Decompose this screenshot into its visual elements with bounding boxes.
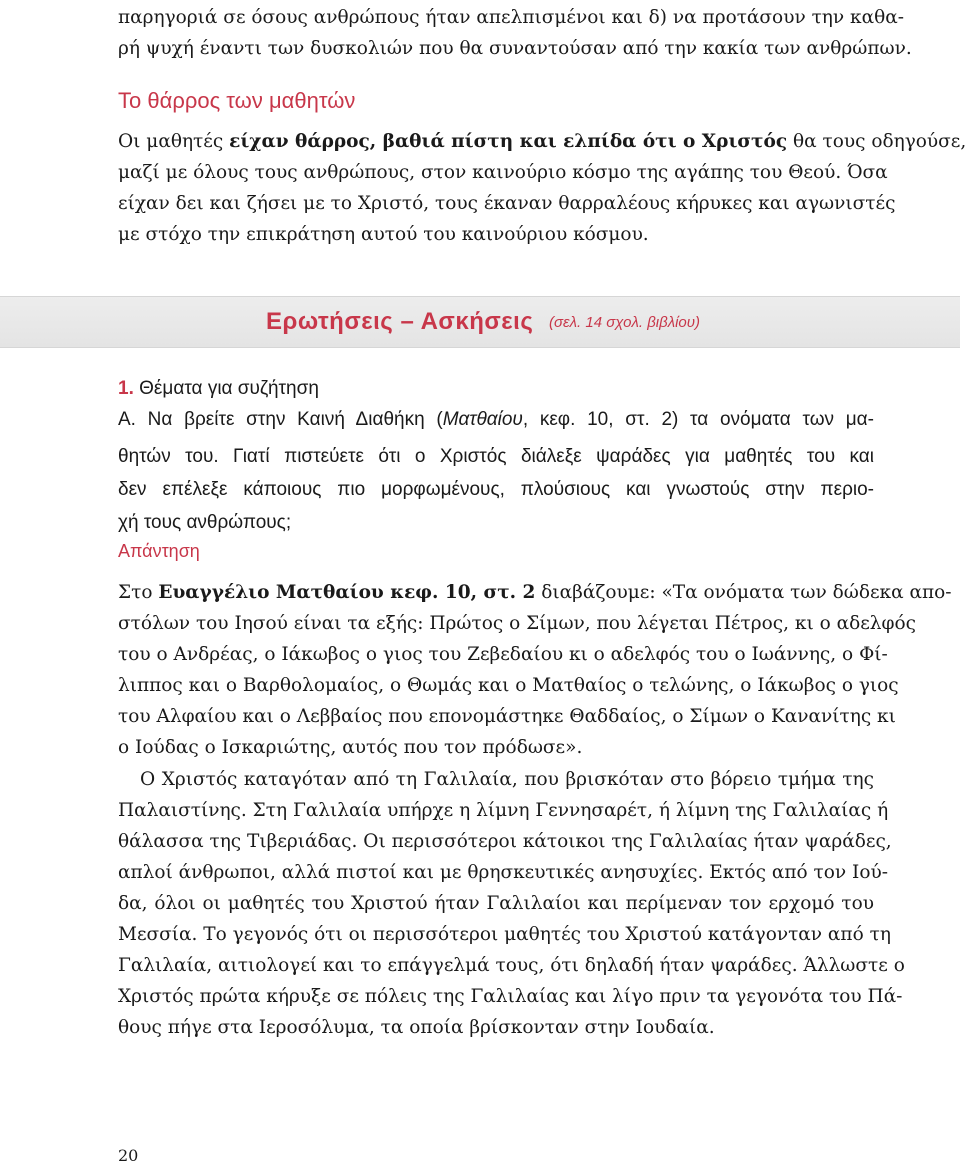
courage-line-2: μαζί με όλους τους ανθρώπους, στον καινούριο κόσμο της αγάπης του Θεού. Όσα	[118, 162, 888, 183]
question-line-1	[118, 404, 874, 435]
question-heading	[118, 373, 874, 404]
question-line-4: χή τους ανθρώπους;	[118, 512, 292, 533]
answer-line-3: του ο Ανδρέας, ο Ιάκωβος ο γιος του Ζεβεδαίου κι ο αδελφός του ο Ιωάννης, ο Φί-	[118, 644, 888, 665]
answer-line-1	[118, 577, 952, 608]
answer-line-5: του Αλφαίου και ο Λεββαίος που επονομάστηκε Θαδδαίος, ο Σίμων ο Κανανίτης κι	[118, 706, 896, 727]
answer-para2-line-4: απλοί άνθρωποι, αλλά πιστοί και με θρησκευτικές ανησυχίες. Εκτός από τον Ιού-	[118, 862, 888, 883]
answer-text: Στο	[118, 582, 159, 603]
courage-line-3: είχαν δει και ζήσει με το Χριστό, τους έκαναν θαρραλέους κήρυκες και αγωνιστές	[118, 193, 896, 214]
courage-text: θα τους οδηγούσε,	[787, 131, 966, 152]
answer-para2-line-6: Μεσσία. Το γεγονός ότι οι περισσότεροι μαθητές του Χριστού κατάγονταν από τη	[118, 924, 891, 945]
banner-title: Ερωτήσεις – Ασκήσεις	[266, 308, 534, 335]
answer-line-6: ο Ιούδας ο Ισκαριώτης, αυτός που τον πρόδωσε».	[118, 737, 583, 758]
banner-reference: (σελ. 14 σχολ. βιβλίου)	[549, 314, 701, 331]
answer-para2-line-9: θους πήγε στα Ιεροσόλυμα, τα οποία βρίσκονταν στην Ιουδαία.	[118, 1017, 715, 1038]
answer-label: Απάντηση	[118, 541, 200, 561]
answer-text: διαβάζουμε: «Τα ονόματα των δώδεκα απο-	[535, 582, 952, 603]
question-number: 1.	[118, 378, 134, 399]
courage-line-4: με στόχο την επικράτηση αυτού του καινούριου κόσμου.	[118, 224, 649, 245]
question-italic-text: Ματθαίου	[442, 409, 523, 430]
question-text: Α. Να βρείτε στην Καινή Διαθήκη (	[118, 409, 443, 430]
courage-bold-text: είχαν θάρρος, βαθιά πίστη και ελπίδα ότι ο Χριστός	[229, 131, 788, 152]
answer-para2-line-3: θάλασσα της Τιβεριάδας. Οι περισσότεροι κάτοικοι της Γαλιλαίας ήταν ψαράδες,	[118, 831, 892, 852]
answer-para2-line-5: δα, όλοι οι μαθητές του Χριστού ήταν Γαλιλαίοι και περίμεναν τον ερχομό του	[118, 893, 874, 914]
question-heading-text: Θέματα για συζήτηση	[139, 378, 319, 399]
section-title-courage: Το θάρρος των μαθητών	[118, 88, 356, 113]
answer-para2-line-2: Παλαιστίνης. Στη Γαλιλαία υπήρχε η λίμνη Γεννησαρέτ, ή λίμνη της Γαλιλαίας ή	[118, 800, 889, 821]
courage-text: Οι μαθητές	[118, 131, 230, 152]
answer-line-4: λιππος και ο Βαρθολομαίος, ο Θωμάς και ο Ματθαίος ο τελώνης, ο Ιάκωβος ο γιος	[118, 675, 899, 696]
answer-para2-line-8: Χριστός πρώτα κήρυξε σε πόλεις της Γαλιλαίας και λίγο πριν τα γεγονότα του Πά-	[118, 986, 903, 1007]
answer-bold-text: Ευαγγέλιο Ματθαίου κεφ. 10, στ. 2	[158, 582, 536, 603]
question-text: , κεφ. 10, στ. 2) τα ονόματα των μα-	[522, 409, 874, 430]
question-line-3: δεν επέλεξε κάποιους πιο μορφωμένους, πλούσιους και γνωστούς στην περιο-	[118, 479, 874, 500]
question-line-2: θητών του. Γιατί πιστεύετε ότι ο Χριστός διάλεξε ψαράδες για μαθητές του και	[118, 446, 874, 467]
intro-line-2: ρή ψυχή έναντι των δυσκολιών που θα συναντούσαν από την κακία των ανθρώπων.	[118, 38, 912, 59]
answer-para2-line-7: Γαλιλαία, αιτιολογεί και το επάγγελμά τους, ότι δηλαδή ήταν ψαράδες. Άλλωστε ο	[118, 955, 905, 976]
answer-para2-line-1: Ο Χριστός καταγόταν από τη Γαλιλαία, που βρισκόταν στο βόρειο τμήμα της	[140, 769, 874, 790]
exercises-banner	[0, 296, 960, 348]
page-number: 20	[118, 1146, 139, 1165]
intro-line-1: παρηγοριά σε όσους ανθρώπους ήταν απελπισμένοι και δ) να προτάσουν την καθα-	[118, 7, 904, 28]
courage-line-1	[118, 126, 966, 157]
answer-line-2: στόλων του Ιησού είναι τα εξής: Πρώτος ο Σίμων, που λέγεται Πέτρος, κι ο αδελφός	[118, 613, 916, 634]
